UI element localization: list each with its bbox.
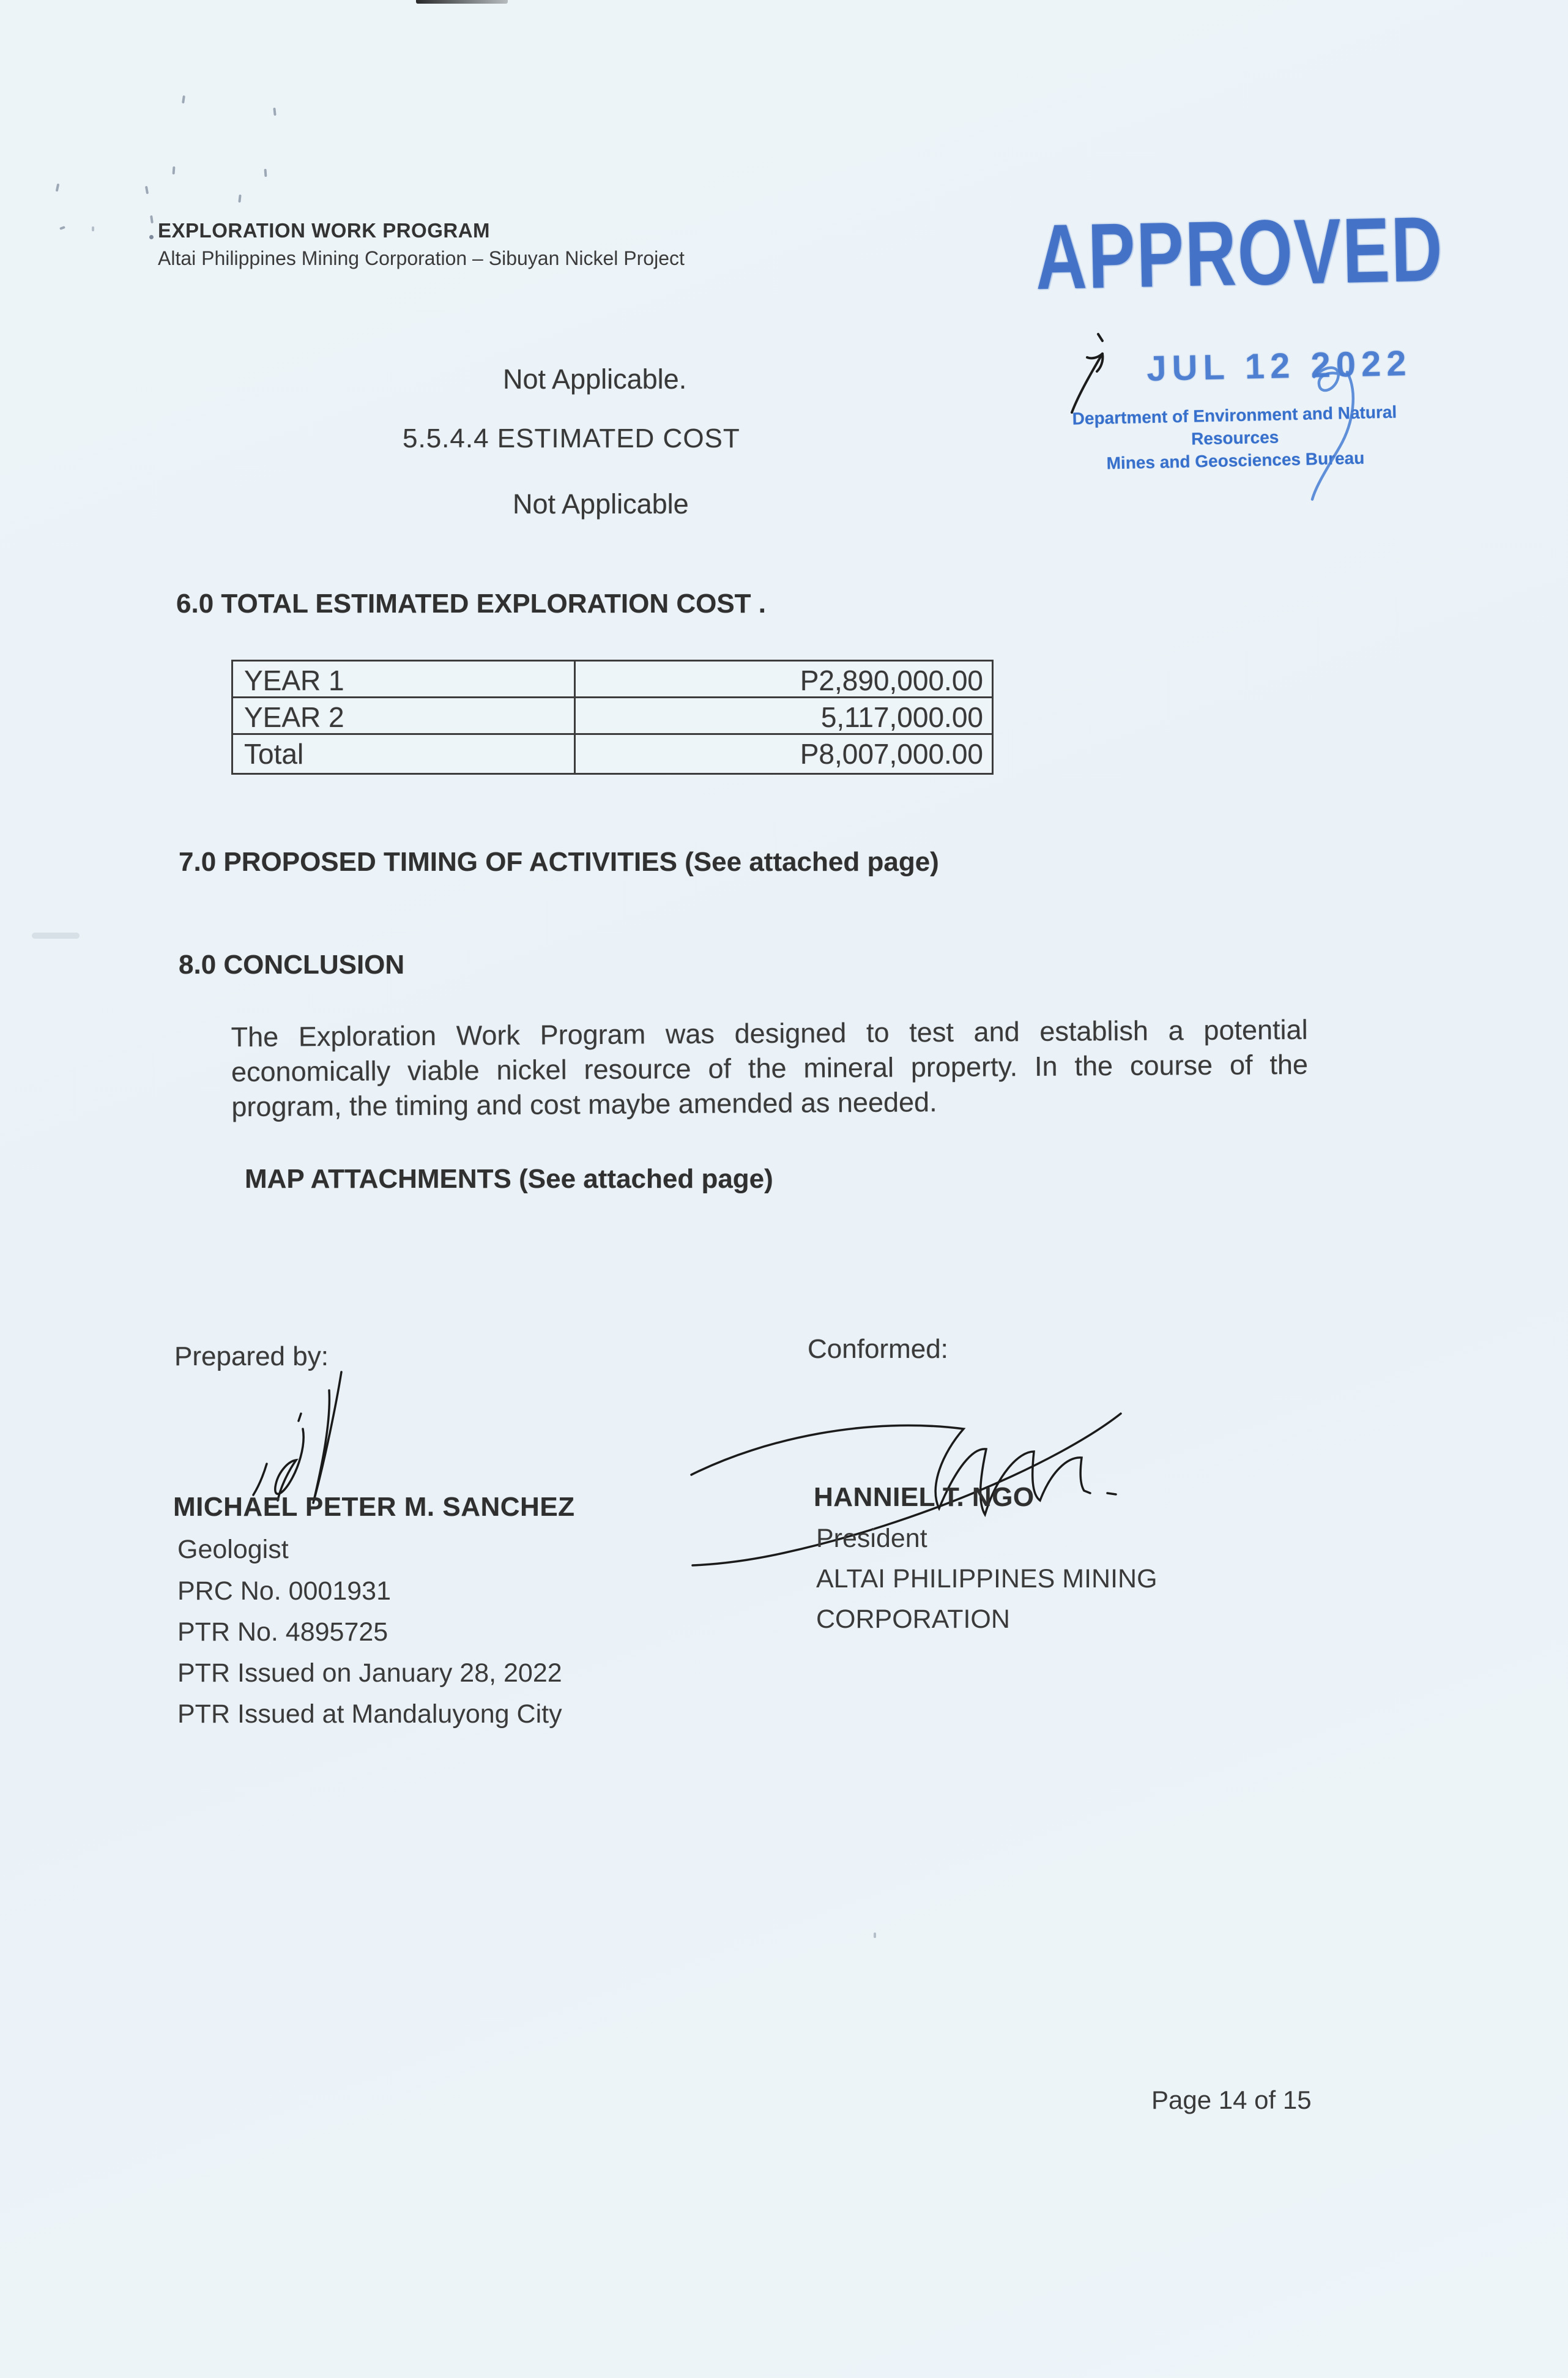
scan-speck <box>150 215 154 223</box>
scan-speck <box>56 184 60 192</box>
table-row <box>233 735 992 773</box>
prepared-ptr-no: PTR No. 4895725 <box>177 1617 388 1647</box>
prepared-prc-no: PRC No. 0001931 <box>177 1576 391 1606</box>
stamp-approved-word: APPROVED <box>1034 196 1445 309</box>
header-title: EXPLORATION WORK PROGRAM <box>158 219 491 242</box>
row-label: YEAR 2 <box>233 698 576 733</box>
stamp-agency-line2: Mines and Geosciences Bureau <box>1106 448 1365 473</box>
heading-proposed-timing: 7.0 PROPOSED TIMING OF ACTIVITIES (See attached page) <box>179 847 939 877</box>
table-row <box>233 662 992 698</box>
row-value: 5,117,000.00 <box>820 701 983 733</box>
scan-speck <box>273 108 276 116</box>
scan-speck <box>874 1933 876 1938</box>
scan-speck <box>182 95 185 103</box>
conformed-label: Conformed: <box>808 1334 948 1364</box>
scan-speck <box>145 186 149 194</box>
scan-speck <box>149 235 154 239</box>
stamp-initials-squiggle <box>1304 355 1378 502</box>
conformed-company-line1: ALTAI PHILIPPINES MINING <box>816 1564 1157 1593</box>
row-label: YEAR 1 <box>233 662 576 696</box>
page-number: Page 14 of 15 <box>1151 2085 1312 2114</box>
row-value: P2,890,000.00 <box>800 665 983 696</box>
not-applicable-top: Not Applicable. <box>503 363 687 395</box>
scan-speck <box>92 226 94 231</box>
heading-estimated-cost: 5.5.4.4 ESTIMATED COST <box>403 423 740 453</box>
heading-conclusion: 8.0 CONCLUSION <box>179 950 405 980</box>
conformed-company-line2: CORPORATION <box>816 1605 1010 1634</box>
scan-smudge <box>32 933 80 939</box>
document-header <box>158 219 685 270</box>
scan-speck <box>59 226 65 230</box>
sanchez-signature <box>245 1371 367 1505</box>
heading-map-attachments: MAP ATTACHMENTS (See attached page) <box>245 1164 773 1194</box>
stamp-agency-line1: Department of Environment and Natural Resources <box>1072 402 1397 449</box>
prepared-ptr-issued-at: PTR Issued at Mandaluyong City <box>177 1699 562 1729</box>
table-row <box>233 698 992 735</box>
prepared-by-name: MICHAEL PETER M. SANCHEZ <box>173 1492 575 1522</box>
conclusion-paragraph: The Exploration Work Program was designed to test and establish a potential economically viable nickel resource of the mineral property. In the course of the program, the timing and cost maybe amended as needed. <box>231 1013 1309 1123</box>
conformed-title: President <box>816 1524 927 1553</box>
conformed-name: HANNIEL T. NGO <box>814 1482 1035 1512</box>
cost-table <box>231 660 994 775</box>
scan-speck <box>173 166 176 174</box>
prepared-by-label: Prepared by: <box>174 1341 329 1371</box>
row-value: P8,007,000.00 <box>800 738 983 770</box>
scan-speck <box>238 195 241 203</box>
handwritten-checkmark <box>1063 330 1118 416</box>
approval-stamp <box>1034 196 1445 473</box>
stamp-date: JUL 12 2022 <box>1146 343 1413 389</box>
not-applicable-bottom: Not Applicable <box>513 488 689 520</box>
row-label: Total <box>233 735 576 773</box>
prepared-ptr-issued-on: PTR Issued on January 28, 2022 <box>177 1658 562 1688</box>
header-subtitle: Altai Philippines Mining Corporation – Sibuyan Nickel Project <box>158 247 685 269</box>
heading-total-estimated-cost: 6.0 TOTAL ESTIMATED EXPLORATION COST . <box>176 589 767 619</box>
prepared-by-title: Geologist <box>177 1535 289 1564</box>
scan-speck <box>264 169 267 177</box>
scan-edge-artifact <box>416 0 508 4</box>
